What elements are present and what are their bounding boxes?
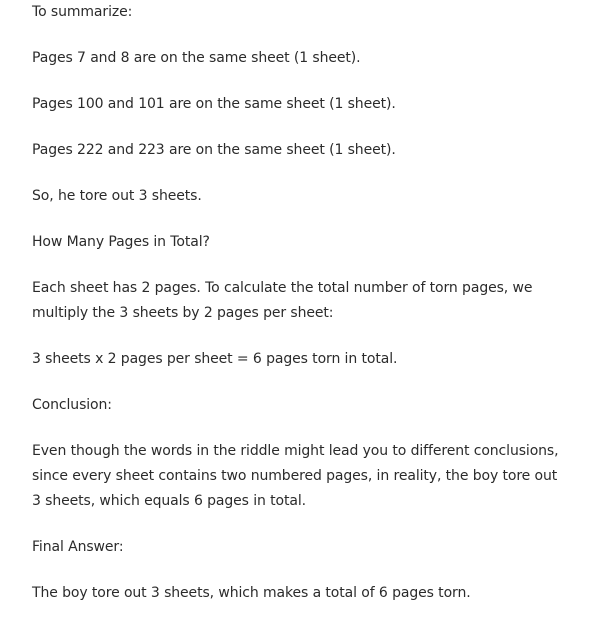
paragraph-sheets-torn: So, he tore out 3 sheets. (32, 188, 202, 204)
paragraph-pages-100-101: Pages 100 and 101 are on the same sheet (1 sheet). (32, 96, 396, 112)
paragraph-pages-222-223: Pages 222 and 223 are on the same sheet (1 sheet). (32, 142, 396, 158)
final-answer-heading: Final Answer: (32, 539, 124, 555)
conclusion-heading: Conclusion: (32, 397, 112, 413)
paragraph-final-answer: The boy tore out 3 sheets, which makes a total of 6 pages torn. (32, 585, 471, 601)
total-pages-heading: How Many Pages in Total? (32, 234, 210, 250)
paragraph-calculation: Each sheet has 2 pages. To calculate the total number of torn pages, we multiply the 3 sheets by 2 pages per sheet: (32, 280, 533, 321)
paragraph-equation: 3 sheets x 2 pages per sheet = 6 pages torn in total. (32, 351, 398, 367)
summary-heading: To summarize: (32, 4, 133, 20)
paragraph-pages-7-8: Pages 7 and 8 are on the same sheet (1 sheet). (32, 50, 361, 66)
paragraph-conclusion: Even though the words in the riddle might lead you to different conclusions, since every sheet contains two numbered pages, in reality, the boy tore out 3 sheets, which equals 6 pages in total. (32, 443, 559, 509)
